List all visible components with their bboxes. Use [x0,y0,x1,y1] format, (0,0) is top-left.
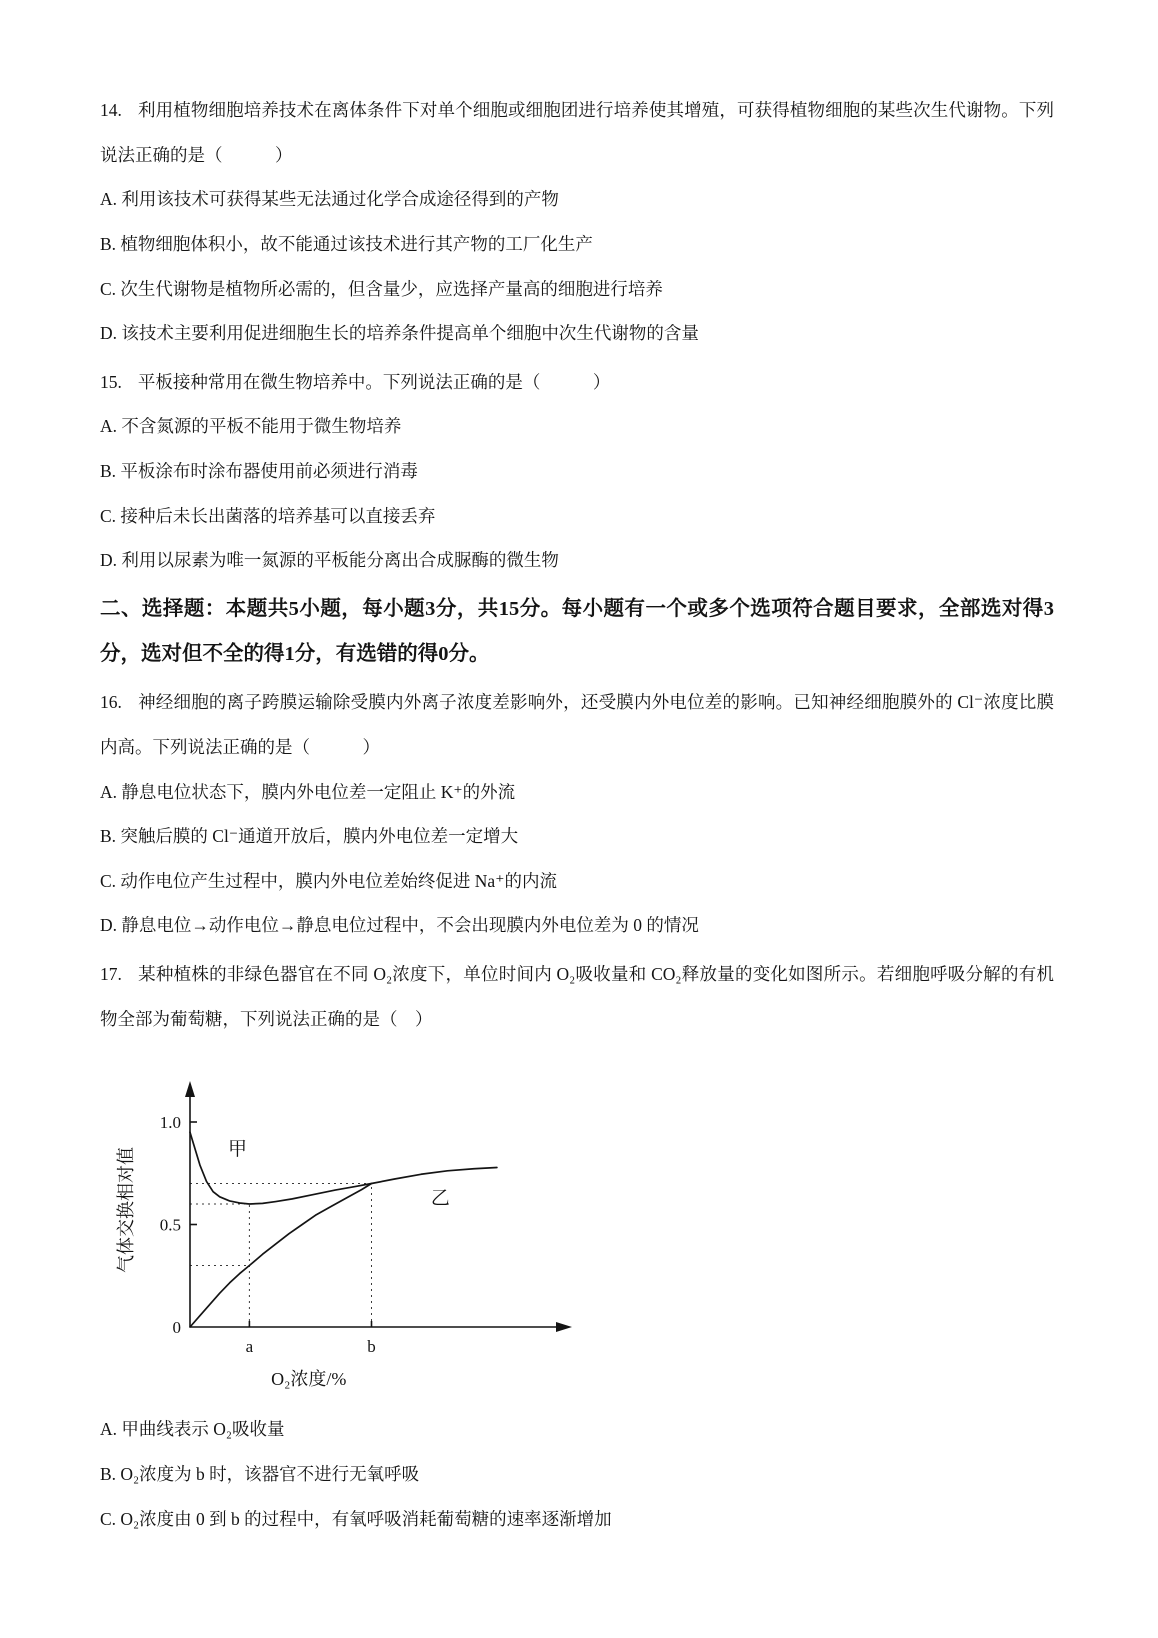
question-option-c: C. 次生代谢物是植物所必需的，但含量少，应选择产量高的细胞进行培养 [100,278,663,299]
svg-text:a: a [245,1337,254,1357]
question-option-c: C. 接种后未长出菌落的培养基可以直接丢弃 [100,505,436,526]
gas-exchange-chart-svg [102,1055,612,1400]
question-stem [100,88,1054,177]
question-14 [100,88,1054,356]
gas-exchange-chart [102,1055,1054,1405]
question-16 [100,680,1054,948]
question-option-d: D. 静息电位→动作电位→静息电位过程中，不会出现膜内外电位差为 0 的情况 [100,915,699,936]
svg-text:乙: 乙 [430,1188,450,1210]
svg-text:b: b [367,1337,376,1357]
question-option-d: D. 该技术主要利用促进细胞生长的培养条件提高单个细胞中次生代谢物的含量 [100,323,699,344]
svg-text:0: 0 [172,1318,181,1338]
question-stem-text: 平板接种常用在微生物培养中。下列说法正确的是（ ） [137,371,611,392]
question-number: 14. [100,100,122,120]
question-17 [100,952,1054,1541]
question-option-a: A. 甲曲线表示 O₂吸收量 [100,1419,285,1440]
question-option-b: B. O₂浓度为 b 时，该器官不进行无氧呼吸 [100,1463,420,1484]
question-stem-text: 某种植株的非绿色器官在不同 O₂浓度下，单位时间内 O₂吸收量和 CO₂释放量的变化如图所示。若细胞呼吸分解的有机物全部为葡萄糖，下列说法正确的是（ ） [100,964,1054,1029]
question-option-b: B. 植物细胞体积小，故不能通过该技术进行其产物的工厂化生产 [100,233,593,254]
question-option-d: D. 利用以尿素为唯一氮源的平板能分离出合成脲酶的微生物 [100,550,559,571]
svg-text:1.0: 1.0 [159,1113,181,1133]
question-number: 17. [100,964,122,984]
question-15 [100,360,1054,583]
question-option-a: A. 利用该技术可获得某些无法通过化学合成途径得到的产物 [100,189,559,210]
question-stem-text: 利用植物细胞培养技术在离体条件下对单个细胞或细胞团进行培养使其增殖，可获得植物细胞的某些次生代谢物。下列说法正确的是（ ） [100,100,1054,165]
question-number: 15. [100,371,122,392]
question-option-a: A. 静息电位状态下，膜内外电位差一定阻止 K⁺的外流 [100,781,516,802]
question-stem [100,680,1054,769]
question-number: 16. [100,692,122,713]
question-option-b: B. 突触后膜的 Cl⁻通道开放后，膜内外电位差一定增大 [100,826,519,847]
question-stem [100,360,1054,405]
svg-text:0.5: 0.5 [159,1215,181,1235]
question-option-a: A. 不含氮源的平板不能用于微生物培养 [100,416,402,437]
question-stem [100,952,1054,1041]
question-option-b: B. 平板涂布时涂布器使用前必须进行消毒 [100,461,418,481]
question-option-c: C. 动作电位产生过程中，膜内外电位差始终促进 Na⁺的内流 [100,870,557,891]
svg-text:O₂浓度/%: O₂浓度/% [271,1369,347,1390]
svg-text:气体交换相对值: 气体交换相对值 [116,1147,136,1274]
question-stem-text: 神经细胞的离子跨膜运输除受膜内外离子浓度差影响外，还受膜内外电位差的影响。已知神经细胞膜外的 Cl⁻浓度比膜内高。下列说法正确的是（ ） [100,692,1054,757]
svg-text:甲: 甲 [227,1139,247,1161]
section-header: 二、选择题：本题共5小题，每小题3分，共15分。每小题有一个或多个选项符合题目要求，全部选对得3分，选对但不全的得1分，有选错的得0分。 [100,597,1054,665]
question-option-c: C. O₂浓度由 0 到 b 的过程中，有氧呼吸消耗葡萄糖的速率逐渐增加 [100,1508,612,1529]
